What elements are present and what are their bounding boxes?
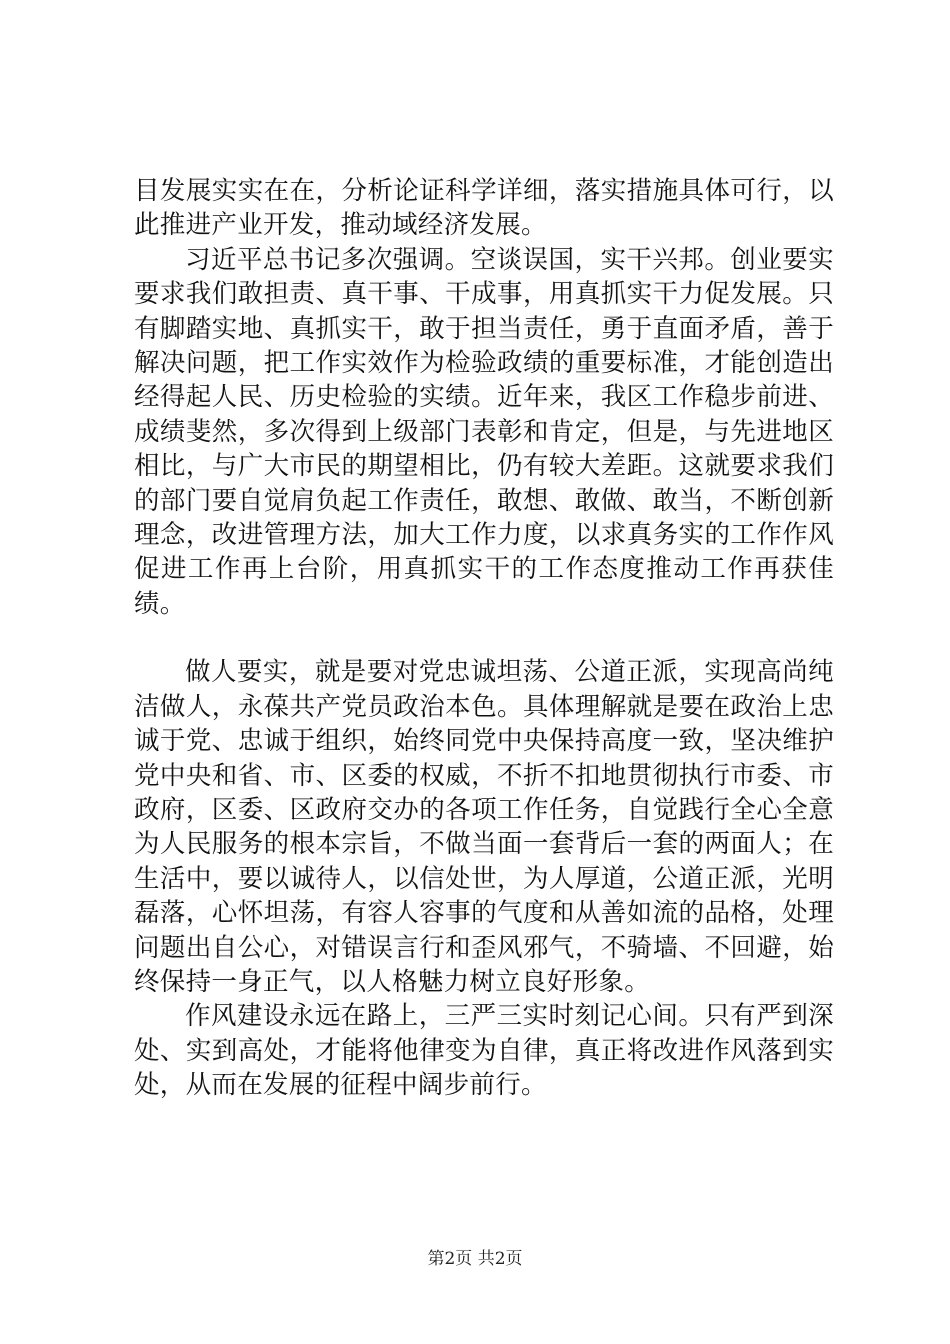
paragraph-be-honest: 做人要实，就是要对党忠诚坦荡、公道正派，实现高尚纯洁做人，永葆共产党员政治本色。具体理解就是要在政治上忠诚于党、忠诚于组织，始终同党中央保持高度一致，坚决维护党中央和省、市、区委的权威，不折不扣地贯彻执行市委、市政府，区委、区政府交办的各项工作任务，自觉践行全心全意为人民服务的根本宗旨，不做当面一套背后一套的两面人；在生活中，要以诚待人，以信处世，为人厚道，公道正派，光明磊落，心怀坦荡，有容人容事的气度和从善如流的品格，处理问题出自公心，对错误言行和歪风邪气，不骑墙、不回避，始终保持一身正气，以人格魅力树立良好形象。 [134, 657, 834, 997]
page-footer: 第2页 共2页 [427, 1249, 523, 1269]
paragraph-gap [134, 621, 834, 655]
document-body [134, 174, 834, 1103]
paragraph-continuation: 目发展实实在在，分析论证科学详细，落实措施具体可行，以此推进产业开发，推动域经济发展。 [134, 176, 834, 241]
paragraph-hard-work: 习近平总书记多次强调。空谈误国，实干兴邦。创业要实要求我们敢担责、真干事、干成事，用真抓实干力促发展。只有脚踏实地、真抓实干，敢于担当责任，勇于直面矛盾，善于解决问题，把工作实效作为检验政绩的重要标准，才能创造出经得起人民、历史检验的实绩。近年来，我区工作稳步前进、成绩斐然，多次得到上级部门表彰和肯定，但是，与先进地区相比，与广大市民的期望相比，仍有较大差距。这就要求我们的部门要自觉肩负起工作责任，敢想、敢做、敢当，不断创新理念，改进管理方法，加大工作力度，以求真务实的工作作风促进工作再上台阶，用真抓实干的工作态度推动工作再获佳绩。 [134, 244, 834, 619]
paragraph-conclusion: 作风建设永远在路上，三严三实时刻记心间。只有严到深处、实到高处，才能将他律变为自律，真正将改进作风落到实处，从而在发展的征程中阔步前行。 [134, 1001, 834, 1101]
